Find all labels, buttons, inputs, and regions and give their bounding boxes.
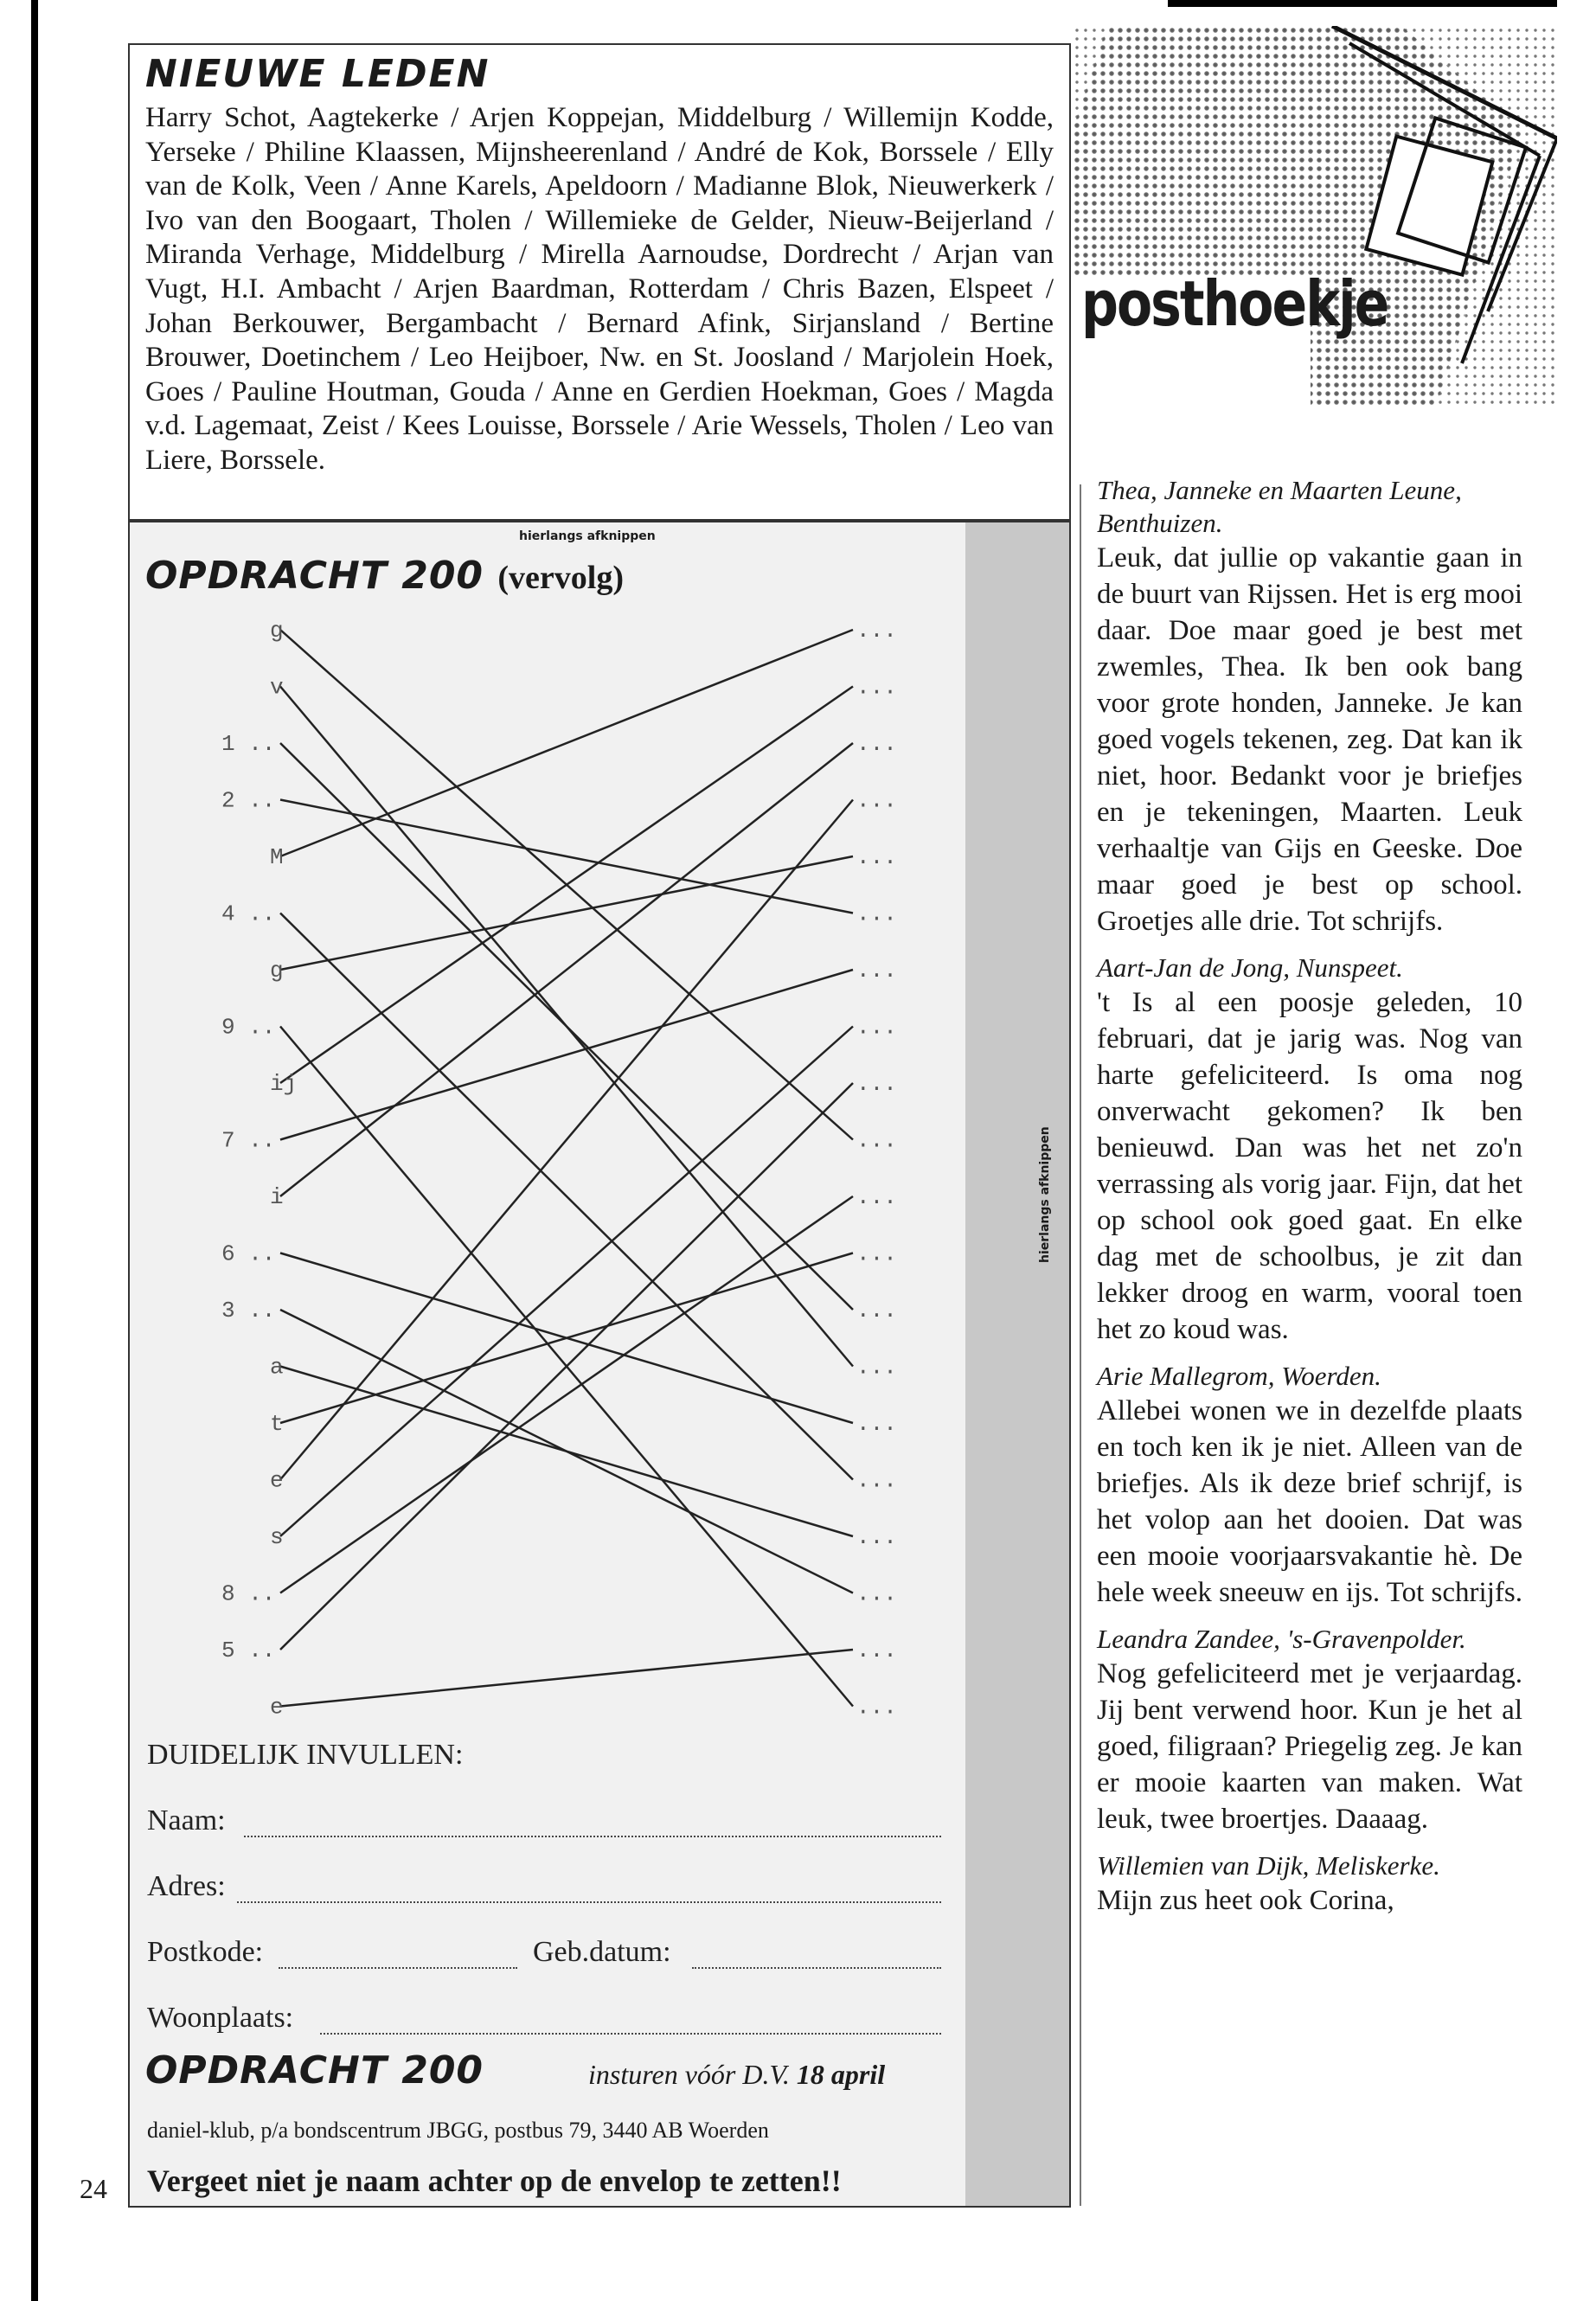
letter-sender: Thea, Janneke en Maarten Leune, Benthuizen. — [1097, 475, 1462, 538]
left-label: M — [270, 844, 284, 870]
letters-column — [1097, 474, 1522, 1931]
deadline-prefix: insturen vóór D.V. — [588, 2059, 790, 2090]
right-label: ... — [856, 1184, 897, 1210]
letter-entry — [1097, 1849, 1522, 1919]
left-label: e — [270, 1694, 284, 1721]
left-label: a — [270, 1354, 284, 1381]
left-label: 8 .. — [221, 1580, 276, 1607]
posthoekje-logo — [1073, 26, 1557, 407]
connecting-line — [280, 1650, 853, 1707]
left-label: s — [270, 1524, 284, 1550]
opdracht-footer-title: OPDRACHT 200 — [145, 2048, 484, 2093]
connecting-line — [280, 800, 853, 1480]
left-label: 9 .. — [221, 1014, 276, 1041]
page-number: 24 — [80, 2173, 107, 2204]
letter-text: 't Is al een poosje geleden, 10 februari, dat je jarig was. Nog van harte gefeliciteerd. Is oma nog onverwacht gekomen? Ik ben benieuwd. Dan was het net zo'n verrassing als vorig jaar. Fijn, dat het op school ook goed gaat. En elke dag met de schoolbus, je zit dan lekker droog en warm, vooral toen het zo koud was. — [1097, 987, 1522, 1345]
right-label: ... — [856, 1127, 897, 1154]
nieuwe-leden-list: Harry Schot, Aagtekerke / Arjen Koppejan, Middelburg / Willemijn Kodde, Yerseke / Philine Klaassen, Mijnsheerenland / André de Kok, Borssele / Elly van de Kolk, Veen / Anne Karels, Apeldoorn / Madianne Blok, Nieuwerkerk / Ivo van den Boogaart, Tholen / Willemieke de Gelder, Nieuw-Beijerland / Miranda Verhage, Middelburg / Mirella Aarnoudse, Dordrecht / Arjan van Vugt, H.I. Ambacht / Arjen Baardman, Rotterdam / Chris Bazen, Elspeet / Johan Berkouwer, Bergambacht / Bernard Afink, Sirjansland / Bertine Brouwer, Doetinchem / Leo Heijboer, Nw. en St. Joosland / Marjolein Hoek, Goes / Pauline Houtman, Gouda / Anne en Gerdien Hoekman, Goes / Magda v.d. Lagemaat, Zeist / Kees Louisse, Borssele / Arie Wessels, Tholen / Leo van Liere, Borssele. — [145, 102, 1054, 476]
right-label: ... — [856, 958, 897, 984]
postkode-field[interactable] — [279, 1967, 517, 1969]
cut-label-top: hierlangs afknippen — [519, 529, 656, 543]
naam-label: Naam: — [147, 1804, 226, 1836]
woonplaats-field[interactable] — [320, 2033, 941, 2035]
opdracht-subtitle: (vervolg) — [497, 560, 624, 596]
woonplaats-label: Woonplaats: — [147, 2002, 294, 2034]
left-label: t — [270, 1411, 284, 1437]
letter-sender: Aart-Jan de Jong, Nunspeet. — [1097, 952, 1403, 983]
adres-label: Adres: — [147, 1870, 226, 1902]
deadline — [588, 2059, 885, 2091]
right-label: ... — [856, 1467, 897, 1494]
left-label: 7 .. — [221, 1127, 276, 1154]
connecting-line — [280, 743, 853, 1196]
right-label: ... — [856, 1071, 897, 1097]
naam-field[interactable] — [244, 1836, 941, 1837]
column-divider — [1080, 484, 1081, 2206]
letter-entry — [1097, 1623, 1522, 1837]
connecting-line — [280, 970, 853, 1140]
left-label: 5 .. — [221, 1638, 276, 1663]
letter-entry — [1097, 952, 1522, 1348]
connecting-line — [280, 1083, 853, 1650]
postkode-label: Postkode: — [147, 1936, 264, 1968]
letter-entry — [1097, 1360, 1522, 1611]
left-label: 4 .. — [221, 901, 276, 927]
right-label: ... — [856, 1524, 897, 1550]
right-label: ... — [856, 1354, 897, 1381]
left-label: 3 .. — [221, 1298, 276, 1324]
letter-entry — [1097, 474, 1522, 939]
left-label: ij — [270, 1071, 298, 1097]
letter-text: Allebei wonen we in dezelfde plaats en toch ken ik je niet. Alleen van de briefjes. Als ik deze brief schrijf, is het volop aan het dooien. Dat was een mooie voorjaarsvakantie hè. De hele week sneeuw en ijs. Tot schrijfs. — [1097, 1395, 1522, 1608]
right-label: ... — [856, 1580, 897, 1607]
cut-label-side: hierlangs afknippen — [1038, 1126, 1052, 1263]
right-label: ... — [856, 1240, 897, 1267]
connecting-line — [280, 1027, 853, 1537]
posthoekje-title: posthoekje — [1081, 268, 1388, 341]
right-label: ... — [856, 1638, 897, 1663]
left-label: 6 .. — [221, 1240, 276, 1267]
right-label: ... — [856, 1298, 897, 1324]
letter-sender: Leandra Zandee, 's-Gravenpolder. — [1097, 1624, 1466, 1654]
letter-sender: Arie Mallegrom, Woerden. — [1097, 1361, 1381, 1391]
right-label: ... — [856, 674, 897, 701]
opdracht-title-text: OPDRACHT 200 — [145, 554, 484, 598]
left-label: g — [270, 618, 284, 644]
envelope-reminder: Vergeet niet je naam achter op de envelop te zetten!! — [147, 2163, 842, 2198]
right-label: ... — [856, 901, 897, 927]
connecting-line — [280, 856, 853, 970]
left-label: g — [270, 958, 284, 984]
right-label: ... — [856, 787, 897, 814]
right-label: ... — [856, 618, 897, 644]
adres-field[interactable] — [237, 1901, 941, 1903]
letter-text: Nog gefeliciteerd met je verjaardag. Jij bent verwend hoor. Kun je het al goed, filigraan? Priegelig zeg. Je kan er mooie kaarten van maken. Wat leuk, twee broertjes. Daaaag. — [1097, 1658, 1522, 1835]
left-label: 1 .. — [221, 731, 276, 757]
letter-text: Mijn zus heet ook Corina, — [1097, 1885, 1394, 1916]
right-label: ... — [856, 731, 897, 757]
deadline-date: 18 april — [796, 2059, 886, 2090]
nieuwe-leden-title: NIEUWE LEDEN — [145, 52, 490, 96]
right-label: ... — [856, 1411, 897, 1437]
letter-sender: Willemien van Dijk, Meliskerke. — [1097, 1850, 1440, 1881]
connecting-line — [280, 800, 853, 913]
left-label: 2 .. — [221, 787, 276, 814]
connecting-line — [280, 743, 853, 1310]
right-label: ... — [856, 1014, 897, 1041]
right-label: ... — [856, 844, 897, 870]
gebdatum-field[interactable] — [692, 1967, 941, 1969]
gebdatum-label: Geb.datum: — [533, 1936, 671, 1968]
left-label: i — [270, 1184, 284, 1210]
connecting-line — [280, 687, 853, 1084]
club-address: daniel-klub, p/a bondscentrum JBGG, postbus 79, 3440 AB Woerden — [147, 2118, 769, 2143]
connecting-line — [280, 630, 853, 856]
left-label: v — [270, 674, 284, 701]
right-label: ... — [856, 1694, 897, 1721]
letter-text: Leuk, dat jullie op vakantie gaan in de buurt van Rijssen. Het is erg mooi daar. Doe maar goed je best met zwemles, Thea. Ik ben ook bang voor grote honden, Janneke. Je kan goed vogels tekenen, zeg. Dat kan ik niet, hoor. Bedankt voor je briefjes en je tekeningen, Maarten. Leuk verhaaltje van Gijs en Geeske. Doe maar goed je best op school. Groetjes alle drie. Tot schrijfs. — [1097, 542, 1522, 937]
form-heading: DUIDELIJK INVULLEN: — [147, 1739, 464, 1771]
connecting-line — [280, 1367, 853, 1537]
left-label: e — [270, 1467, 284, 1494]
